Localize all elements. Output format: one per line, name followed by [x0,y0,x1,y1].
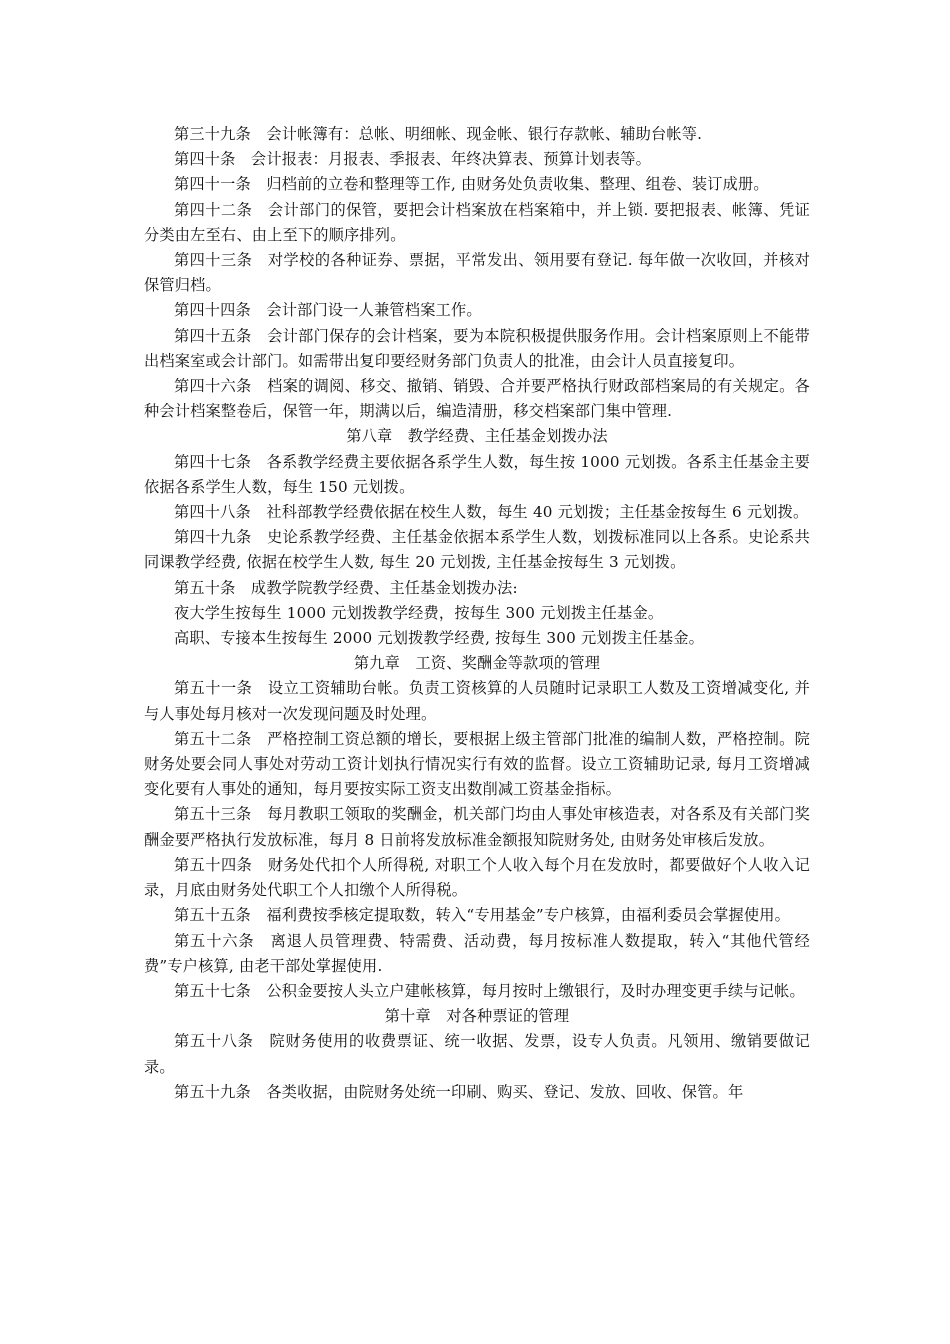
article-59: 第五十九条 各类收据，由院财务处统一印刷、购买、登记、发放、回收、保管。年 [174,1082,744,1101]
article-50-item-2: 高职、专接本生按每生 2000 元划拨教学经费, 按每生 300 元划拨主任基金。 [174,629,705,648]
document-page [144,122,810,1105]
article-54: 第五十四条 财务处代扣个人所得税, 对职工个人收入每个月在发放时，都要做好个人收入记录，月底由财务处代职工个人扣缴个人所得税。 [144,855,810,900]
article-50: 第五十条 成教学院教学经费、主任基金划拨办法: [174,578,518,597]
article-55: 第五十五条 福利费按季核定提取数，转入“专用基金”专户核算，由福利委员会掌握使用。 [174,906,791,925]
article-51: 第五十一条 设立工资辅助台帐。负责工资核算的人员随时记录职工人数及工资增减变化, 并与人事处每月核对一次发现问题及时处理。 [144,679,810,723]
article-56: 第五十六条 离退人员管理费、特需费、活动费，每月按标准人数提取，转入“其他代管经费”专户核算, 由老干部处掌握使用. [144,931,810,975]
article-42: 第四十二条 会计部门的保管，要把会计档案放在档案箱中，并上锁. 要把报表、帐簿、凭证分类由左至右、由上至下的顺序排列。 [144,200,810,244]
article-43: 第四十三条 对学校的各种证券、票据，平常发出、领用要有登记. 每年做一次收回，并核对保管归档。 [144,251,810,295]
article-41: 第四十一条 归档前的立卷和整理等工作, 由财务处负责收集、整理、组卷、装订成册。 [174,175,769,194]
article-53: 第五十三条 每月教职工领取的奖酬金，机关部门均由人事处审核造表，对各系及有关部门奖酬金要严格执行发放标准，每月 8 日前将发放标准金额报知院财务处, 由财务处审核后发放。 [144,805,810,849]
article-40: 第四十条 会计报表：月报表、季报表、年终决算表、预算计划表等。 [174,150,652,169]
article-49: 第四十九条 史论系教学经费、主任基金依据本系学生人数，划拨标准同以上各系。史论系共同课教学经费, 依据在校学生人数, 每生 20 元划拨, 主任基金按每生 3 元划拨。 [144,528,810,572]
chapter-8-heading: 第八章 教学经费、主任基金划拨办法 [346,427,608,446]
article-48: 第四十八条 社科部教学经费依据在校生人数，每生 40 元划拨；主任基金按每生 6 元划拨。 [174,503,809,522]
article-47: 第四十七条 各系教学经费主要依据各系学生人数，每生按 1000 元划拨。各系主任基金主要依据各系学生人数，每生 150 元划拨。 [144,452,810,496]
article-39: 第三十九条 会计帐簿有：总帐、明细帐、现金帐、银行存款帐、辅助台帐等. [174,125,703,143]
chapter-10-heading: 第十章 对各种票证的管理 [384,1007,570,1026]
chapter-9-heading: 第九章 工资、奖酬金等款项的管理 [353,654,601,673]
article-44: 第四十四条 会计部门设一人兼管档案工作。 [174,301,482,320]
article-58: 第五十八条 院财务使用的收费票证、统一收据、发票，设专人负责。凡领用、缴销要做记录。 [144,1032,810,1076]
article-57: 第五十七条 公积金要按人头立户建帐核算，每月按时上缴银行，及时办理变更手续与记帐。 [174,981,805,1000]
article-50-item-1: 夜大学生按每生 1000 元划拨教学经费，按每生 300 元划拨主任基金。 [174,603,664,622]
article-46: 第四十六条 档案的调阅、移交、撤销、销毁、合并要严格执行财政部档案局的有关规定。各种会计档案整卷后，保管一年，期满以后，编造清册，移交档案部门集中管理. [144,377,810,421]
article-45: 第四十五条 会计部门保存的会计档案，要为本院积极提供服务作用。会计档案原则上不能带出档案室或会计部门。如需带出复印要经财务部门负责人的批准，由会计人员直接复印。 [144,326,810,370]
article-52: 第五十二条 严格控制工资总额的增长，要根据上级主管部门批准的编制人数，严格控制。院财务处要会同人事处对劳动工资计划执行情况实行有效的监督。设立工资辅助记录, 每月工资增减变化要有人事处的通知，每月要按实际工资支出数削减工资基金指标。 [144,729,810,799]
